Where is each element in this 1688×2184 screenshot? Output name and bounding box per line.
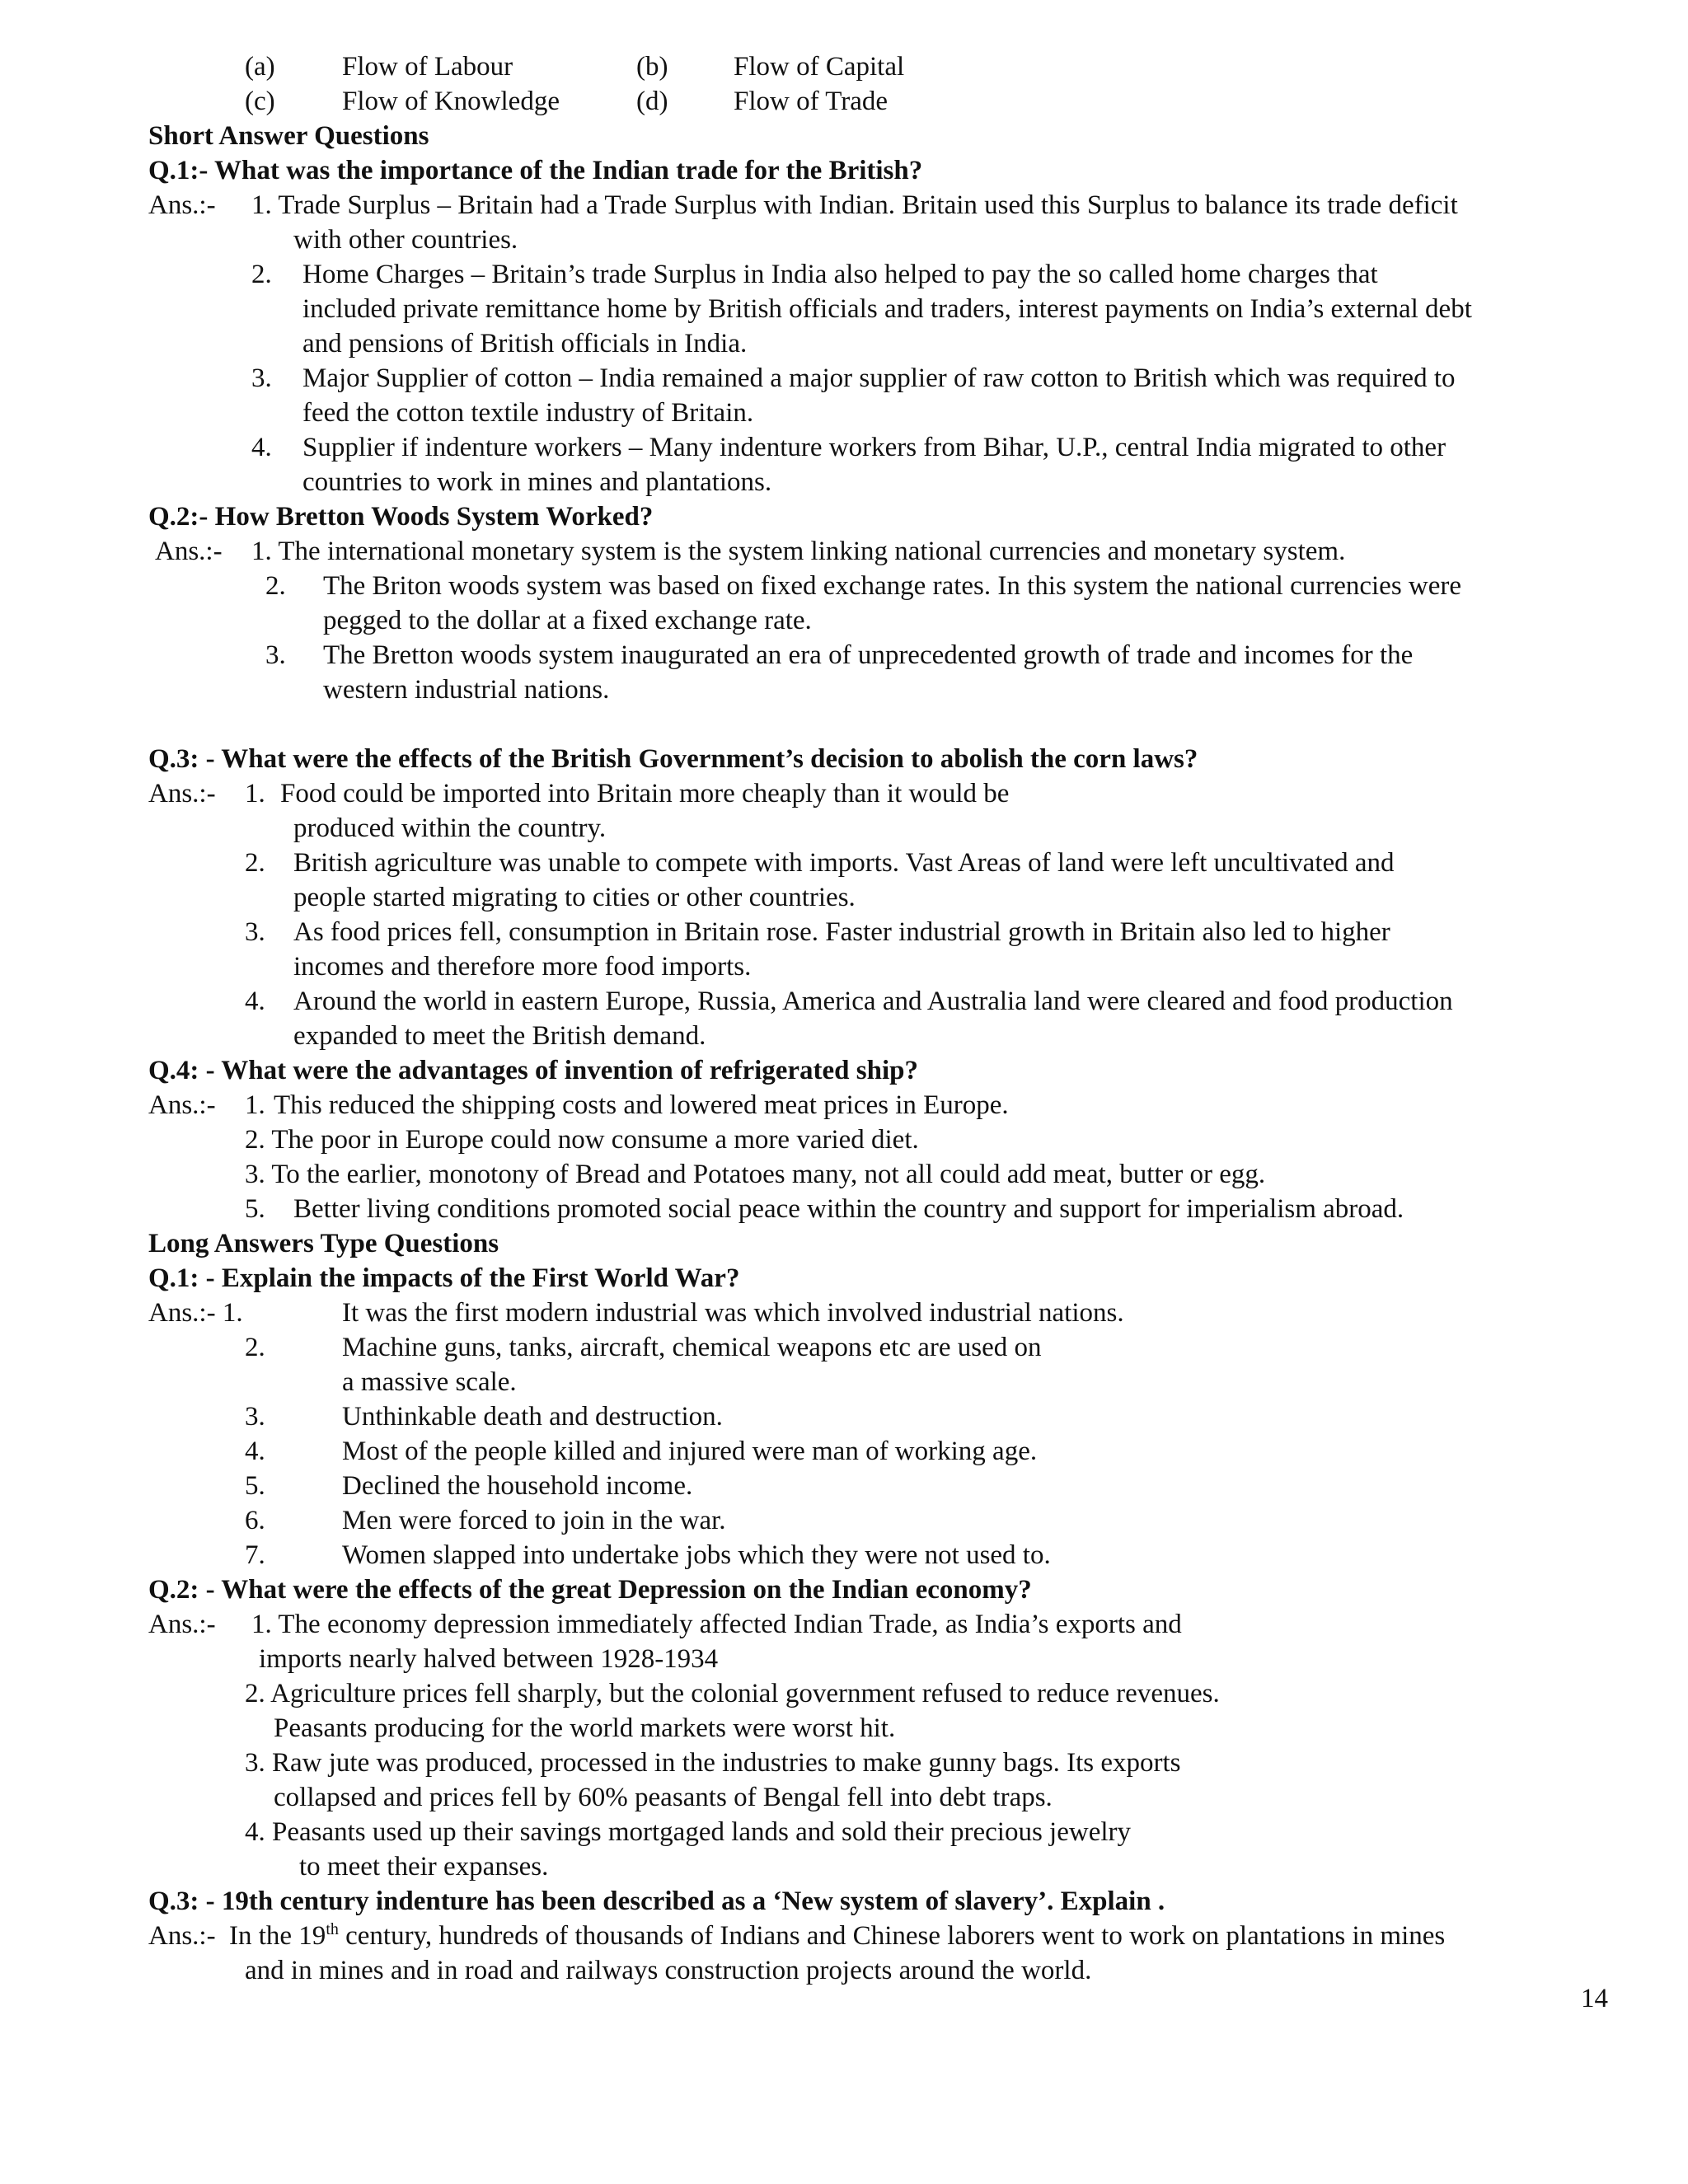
short-question-1: Q.1:- What was the importance of the Indian trade for the British?: [148, 156, 923, 185]
answer-line: British agriculture was unable to compete with imports. Vast Areas of land were left uncultivated and: [293, 848, 1395, 878]
answer-line: 3. Raw jute was produced, processed in the industries to make gunny bags. Its exports: [245, 1748, 1181, 1778]
option-c-label: (c): [245, 87, 275, 116]
answer-line: and in mines and in road and railways construction projects around the world.: [245, 1956, 1092, 1985]
answer-line: imports nearly halved between 1928-1934: [259, 1644, 719, 1674]
answer-line: As food prices fell, consumption in Britain rose. Faster industrial growth in Britain also led to higher: [293, 917, 1390, 947]
item-number: 3.: [245, 917, 265, 947]
item-number: 1.: [245, 1090, 265, 1120]
answer-label: Ans.:-: [148, 190, 216, 220]
answer-line: pegged to the dollar at a fixed exchange rate.: [323, 606, 812, 635]
item-number: 4.: [245, 1436, 265, 1466]
answer-label: Ans.:-: [148, 779, 216, 808]
short-question-2: Q.2:- How Bretton Woods System Worked?: [148, 502, 654, 532]
answer-line: 3. To the earlier, monotony of Bread and Potatoes many, not all could add meat, butter or egg.: [245, 1160, 1266, 1189]
item-number: 4.: [245, 987, 265, 1016]
answer-line: produced within the country.: [293, 813, 607, 843]
long-question-3: Q.3: - 19th century indenture has been described as a ‘New system of slavery’. Explain .: [148, 1886, 1165, 1916]
item-number: 2.: [245, 1333, 265, 1362]
item-number: 2.: [251, 260, 272, 289]
answer-line: to meet their expanses.: [299, 1852, 549, 1882]
long-question-2: Q.2: - What were the effects of the great Depression on the Indian economy?: [148, 1575, 1032, 1605]
short-question-4: Q.4: - What were the advantages of invention of refrigerated ship?: [148, 1056, 919, 1085]
answer-line: Unthinkable death and destruction.: [342, 1402, 723, 1432]
answer-line: and pensions of British officials in India.: [302, 329, 748, 359]
section-heading-short: Short Answer Questions: [148, 121, 429, 151]
answer-line: expanded to meet the British demand.: [293, 1021, 706, 1051]
answer-line: 4. Peasants used up their savings mortgaged lands and sold their precious jewelry: [245, 1817, 1132, 1847]
answer-line: with other countries.: [293, 225, 518, 255]
answer-line: 1. The international monetary system is the system linking national currencies and monetary system.: [251, 537, 1346, 566]
option-b-label: (b): [636, 52, 668, 82]
answer-line: This reduced the shipping costs and lowered meat prices in Europe.: [274, 1090, 1009, 1120]
answer-line: western industrial nations.: [323, 675, 610, 705]
answer-line: countries to work in mines and plantations.: [302, 467, 772, 497]
answer-line: Peasants producing for the world markets were worst hit.: [274, 1713, 896, 1743]
answer-line: included private remittance home by British officials and traders, interest payments on India’s external debt: [302, 294, 1472, 324]
item-number: 5.: [245, 1471, 265, 1501]
answer-line: [229, 1919, 1445, 1953]
answer-line: Home Charges – Britain’s trade Surplus in India also helped to pay the so called home charges that: [302, 260, 1378, 289]
answer-label: Ans.:-: [155, 537, 223, 566]
answer-line: Women slapped into undertake jobs which they were not used to.: [342, 1540, 1051, 1570]
answer-line: Machine guns, tanks, aircraft, chemical weapons etc are used on: [342, 1333, 1042, 1362]
option-a-text: Flow of Labour: [342, 52, 513, 82]
answer-line: 2. Agriculture prices fell sharply, but the colonial government refused to reduce revenues.: [245, 1679, 1220, 1708]
answer-label: Ans.:-: [148, 1090, 216, 1120]
option-c-text: Flow of Knowledge: [342, 87, 560, 116]
section-heading-long: Long Answers Type Questions: [148, 1229, 499, 1258]
page-number: 14: [1581, 1984, 1608, 2013]
answer-line: Men were forced to join in the war.: [342, 1506, 726, 1535]
answer-line: Major Supplier of cotton – India remained a major supplier of raw cotton to British which was required to: [302, 363, 1456, 393]
answer-line: feed the cotton textile industry of Britain.: [302, 398, 754, 428]
answer-line: people started migrating to cities or other countries.: [293, 883, 856, 912]
answer-line: It was the first modern industrial was which involved industrial nations.: [342, 1298, 1124, 1328]
item-number: 4.: [251, 433, 272, 462]
short-question-3: Q.3: - What were the effects of the British Government’s decision to abolish the corn laws?: [148, 744, 1198, 774]
option-d-label: (d): [636, 87, 668, 116]
answer-label: Ans.:-: [148, 1921, 216, 1951]
answer-label: Ans.:-: [148, 1610, 216, 1639]
answer-line: a massive scale.: [342, 1367, 517, 1397]
superscript: th: [326, 1920, 339, 1938]
answer-line: 2. The poor in Europe could now consume a more varied diet.: [245, 1125, 919, 1155]
item-number: 2.: [245, 848, 265, 878]
answer-line: 1. The economy depression immediately affected Indian Trade, as India’s exports and: [251, 1610, 1182, 1639]
item-number: 1.: [245, 779, 265, 808]
item-number: 3.: [265, 640, 286, 670]
answer-text: In the 19: [229, 1921, 326, 1951]
item-number: 5.: [245, 1194, 265, 1224]
answer-line: The Briton woods system was based on fixed exchange rates. In this system the national currencies were: [323, 571, 1462, 601]
answer-line: Around the world in eastern Europe, Russia, America and Australia land were cleared and food production: [293, 987, 1453, 1016]
answer-line: Most of the people killed and injured were man of working age.: [342, 1436, 1038, 1466]
answer-line: Better living conditions promoted social peace within the country and support for imperialism abroad.: [293, 1194, 1404, 1224]
option-a-label: (a): [245, 52, 275, 82]
answer-line: collapsed and prices fell by 60% peasants of Bengal fell into debt traps.: [274, 1783, 1053, 1812]
long-question-1: Q.1: - Explain the impacts of the First World War?: [148, 1263, 740, 1293]
item-number: 6.: [245, 1506, 265, 1535]
item-number: 7.: [245, 1540, 265, 1570]
answer-line: Supplier if indenture workers – Many indenture workers from Bihar, U.P., central India migrated to other: [302, 433, 1447, 462]
item-number: 3.: [245, 1402, 265, 1432]
answer-text: century, hundreds of thousands of Indians and Chinese laborers went to work on plantations in mines: [338, 1921, 1446, 1951]
answer-line: 1. Trade Surplus – Britain had a Trade Surplus with Indian. Britain used this Surplus to balance its trade deficit: [251, 190, 1458, 220]
item-number: 2.: [265, 571, 286, 601]
option-b-text: Flow of Capital: [734, 52, 905, 82]
item-number: 3.: [251, 363, 272, 393]
option-d-text: Flow of Trade: [734, 87, 889, 116]
answer-label: Ans.:- 1.: [148, 1298, 243, 1328]
answer-line: Food could be imported into Britain more cheaply than it would be: [280, 779, 1010, 808]
answer-line: incomes and therefore more food imports.: [293, 952, 752, 982]
answer-line: Declined the household income.: [342, 1471, 693, 1501]
answer-line: The Bretton woods system inaugurated an era of unprecedented growth of trade and incomes for the: [323, 640, 1414, 670]
